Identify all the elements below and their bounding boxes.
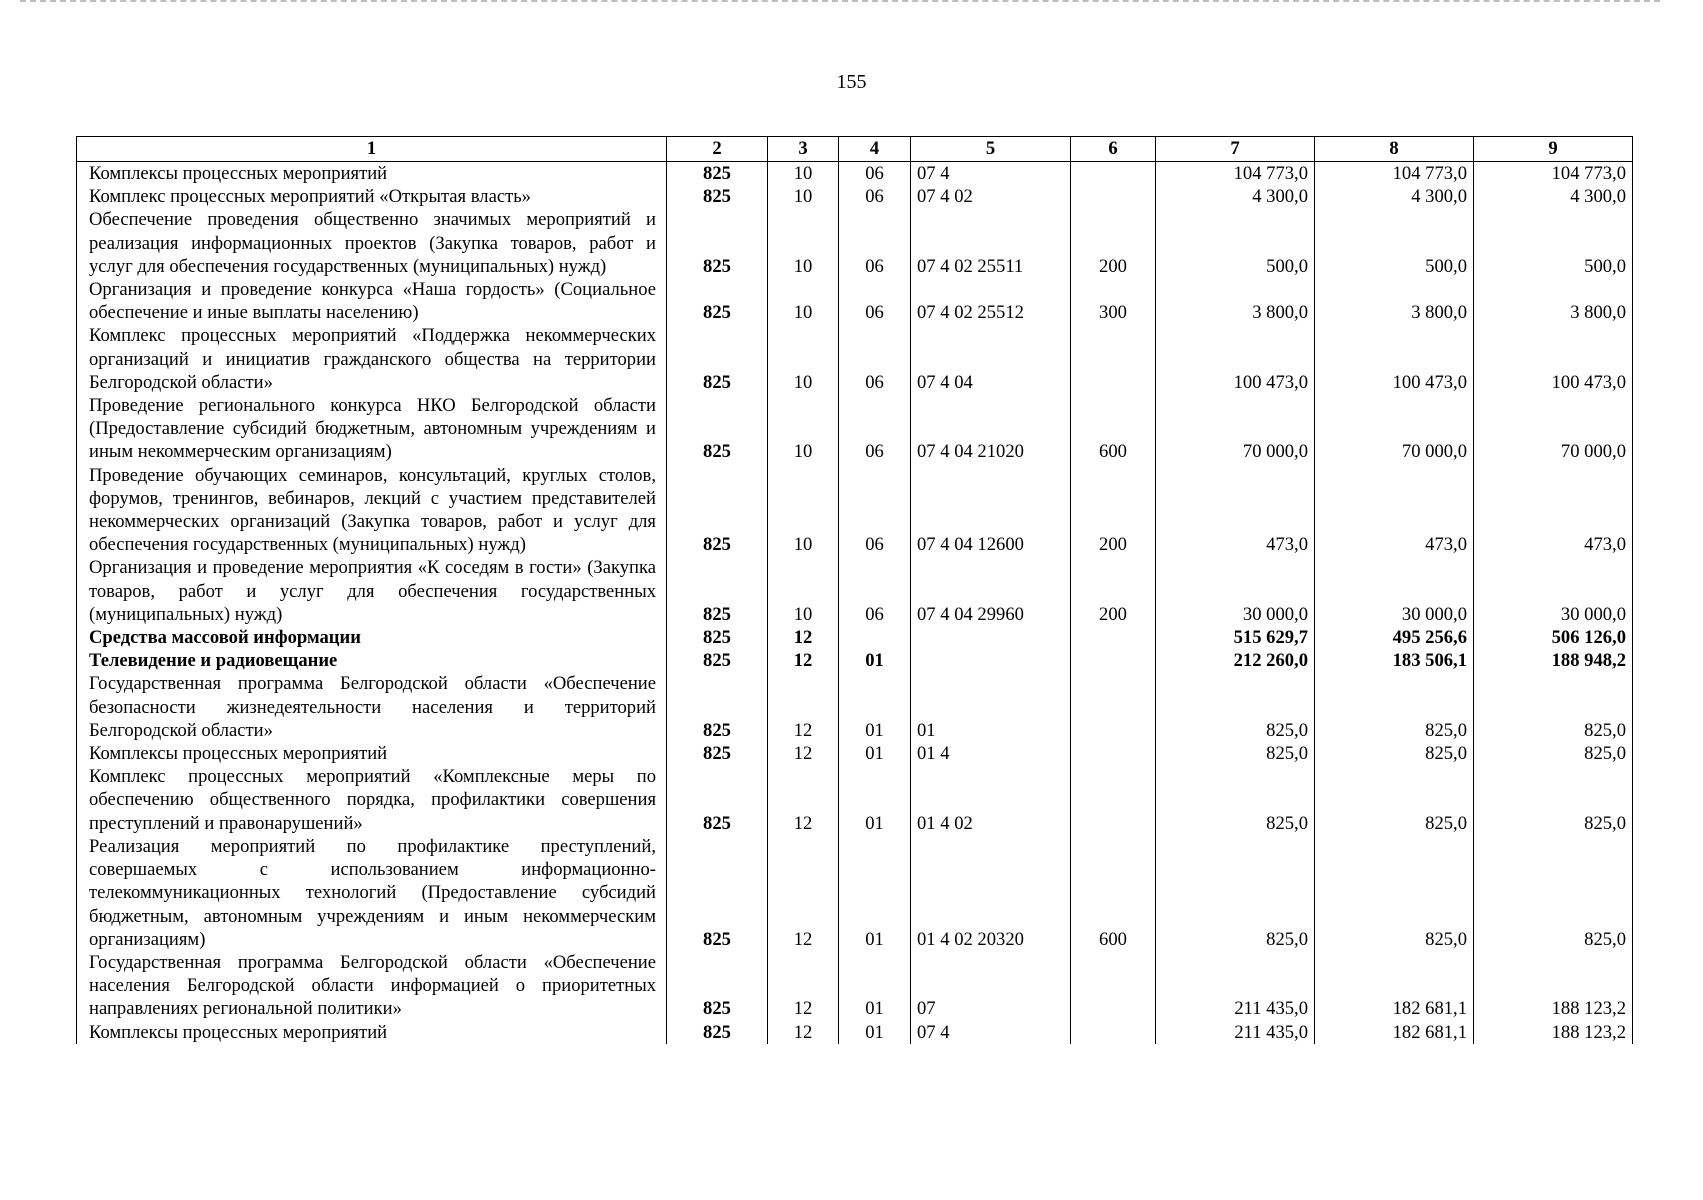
page-number: 155	[836, 71, 867, 93]
cell-admin-code: 825	[667, 394, 768, 464]
cell-amount-col7: 825,0	[1156, 835, 1315, 951]
cell-target-article: 07 4 04 29960	[911, 556, 1071, 626]
cell-expense-type	[1071, 649, 1156, 672]
cell-amount-col7: 212 260,0	[1156, 649, 1315, 672]
column-header: 3	[768, 137, 839, 162]
cell-name: Комплексы процессных мероприятий	[77, 162, 667, 186]
cell-admin-code: 825	[667, 765, 768, 835]
cell-amount-col7: 515 629,7	[1156, 626, 1315, 649]
table-row	[77, 835, 1633, 951]
cell-section: 10	[768, 324, 839, 394]
cell-name: Обеспечение проведения общественно значимых мероприятий и реализация информационных проектов (Закупка товаров, работ и услуг для обеспечения государственных (муниципальных) нужд)	[77, 208, 667, 278]
column-header: 2	[667, 137, 768, 162]
cell-name: Телевидение и радиовещание	[77, 649, 667, 672]
cell-name: Комплекс процессных мероприятий «Комплексные меры по обеспечению общественного порядка, профилактики совершения преступлений и правонарушений»	[77, 765, 667, 835]
column-header: 1	[77, 137, 667, 162]
table-body	[77, 162, 1633, 1044]
cell-name: Средства массовой информации	[77, 626, 667, 649]
table-row	[77, 649, 1633, 672]
table-row	[77, 765, 1633, 835]
cell-amount-col9: 104 773,0	[1474, 162, 1633, 186]
cell-target-article: 07 4 02 25512	[911, 278, 1071, 324]
cell-expense-type	[1071, 742, 1156, 765]
cell-name: Государственная программа Белгородской области «Обеспечение населения Белгородской области информацией о приоритетных направлениях региональной политики»	[77, 951, 667, 1021]
cell-admin-code: 825	[667, 324, 768, 394]
cell-expense-type: 600	[1071, 835, 1156, 951]
cell-target-article	[911, 649, 1071, 672]
cell-admin-code: 825	[667, 835, 768, 951]
cell-amount-col8: 4 300,0	[1315, 185, 1474, 208]
cell-amount-col7: 825,0	[1156, 672, 1315, 742]
cell-target-article: 07 4 04	[911, 324, 1071, 394]
cell-target-article: 01 4	[911, 742, 1071, 765]
cell-amount-col7: 825,0	[1156, 765, 1315, 835]
cell-admin-code: 825	[667, 464, 768, 557]
cell-subsection: 06	[839, 556, 911, 626]
cell-subsection: 06	[839, 394, 911, 464]
cell-expense-type	[1071, 185, 1156, 208]
cell-expense-type: 200	[1071, 464, 1156, 557]
cell-name: Проведение регионального конкурса НКО Белгородской области (Предоставление субсидий бюджетным, автономным учреждениям и иным некоммерческим организациям)	[77, 394, 667, 464]
cell-target-article: 07 4 02 25511	[911, 208, 1071, 278]
cell-amount-col8: 30 000,0	[1315, 556, 1474, 626]
cell-amount-col9: 188 123,2	[1474, 1021, 1633, 1044]
cell-expense-type	[1071, 951, 1156, 1021]
cell-admin-code: 825	[667, 649, 768, 672]
cell-amount-col9: 30 000,0	[1474, 556, 1633, 626]
table-row	[77, 162, 1633, 186]
cell-expense-type: 200	[1071, 556, 1156, 626]
cell-expense-type: 300	[1071, 278, 1156, 324]
cell-amount-col9: 506 126,0	[1474, 626, 1633, 649]
cell-amount-col9: 70 000,0	[1474, 394, 1633, 464]
cell-amount-col9: 825,0	[1474, 765, 1633, 835]
cell-name: Проведение обучающих семинаров, консультаций, круглых столов, форумов, тренингов, вебинаров, лекций с участием представителей некоммерческих организаций (Закупка товаров, работ и услуг для обеспечения государственных (муниципальных) нужд)	[77, 464, 667, 557]
column-header: 8	[1315, 137, 1474, 162]
cell-target-article: 07 4	[911, 1021, 1071, 1044]
cell-expense-type: 600	[1071, 394, 1156, 464]
cell-section: 12	[768, 765, 839, 835]
cell-name: Организация и проведение мероприятия «К соседям в гости» (Закупка товаров, работ и услуг для обеспечения государственных (муниципальных) нужд)	[77, 556, 667, 626]
cell-section: 10	[768, 464, 839, 557]
cell-name: Комплекс процессных мероприятий «Открытая власть»	[77, 185, 667, 208]
cell-admin-code: 825	[667, 672, 768, 742]
cell-amount-col7: 4 300,0	[1156, 185, 1315, 208]
cell-name: Комплексы процессных мероприятий	[77, 742, 667, 765]
cell-section: 10	[768, 208, 839, 278]
table-row	[77, 1021, 1633, 1044]
column-header: 9	[1474, 137, 1633, 162]
table-row	[77, 672, 1633, 742]
cell-amount-col7: 211 435,0	[1156, 951, 1315, 1021]
cell-amount-col7: 100 473,0	[1156, 324, 1315, 394]
cell-target-article: 07	[911, 951, 1071, 1021]
cell-subsection: 01	[839, 951, 911, 1021]
column-header: 6	[1071, 137, 1156, 162]
cell-amount-col9: 188 948,2	[1474, 649, 1633, 672]
scan-top-edge	[20, 0, 1660, 4]
cell-amount-col8: 182 681,1	[1315, 1021, 1474, 1044]
cell-section: 10	[768, 162, 839, 186]
cell-amount-col7: 473,0	[1156, 464, 1315, 557]
table-row	[77, 742, 1633, 765]
cell-amount-col7: 104 773,0	[1156, 162, 1315, 186]
cell-amount-col7: 211 435,0	[1156, 1021, 1315, 1044]
column-header: 5	[911, 137, 1071, 162]
cell-admin-code: 825	[667, 951, 768, 1021]
cell-subsection: 01	[839, 649, 911, 672]
column-header: 7	[1156, 137, 1315, 162]
budget-table	[76, 136, 1633, 1044]
cell-target-article: 07 4	[911, 162, 1071, 186]
cell-expense-type	[1071, 1021, 1156, 1044]
cell-amount-col7: 825,0	[1156, 742, 1315, 765]
cell-admin-code: 825	[667, 278, 768, 324]
cell-target-article: 01	[911, 672, 1071, 742]
cell-target-article: 01 4 02 20320	[911, 835, 1071, 951]
cell-amount-col9: 825,0	[1474, 672, 1633, 742]
cell-name: Комплексы процессных мероприятий	[77, 1021, 667, 1044]
cell-amount-col7: 3 800,0	[1156, 278, 1315, 324]
table-row	[77, 324, 1633, 394]
cell-target-article: 07 4 02	[911, 185, 1071, 208]
cell-amount-col8: 183 506,1	[1315, 649, 1474, 672]
cell-subsection: 01	[839, 742, 911, 765]
cell-section: 12	[768, 951, 839, 1021]
table-row	[77, 185, 1633, 208]
cell-section: 12	[768, 626, 839, 649]
cell-subsection: 01	[839, 1021, 911, 1044]
cell-subsection: 01	[839, 835, 911, 951]
cell-subsection: 01	[839, 765, 911, 835]
cell-admin-code: 825	[667, 626, 768, 649]
cell-name: Государственная программа Белгородской области «Обеспечение безопасности жизнедеятельности населения и территорий Белгородской области»	[77, 672, 667, 742]
cell-amount-col8: 3 800,0	[1315, 278, 1474, 324]
cell-admin-code: 825	[667, 742, 768, 765]
cell-section: 10	[768, 394, 839, 464]
cell-section: 12	[768, 742, 839, 765]
cell-amount-col8: 100 473,0	[1315, 324, 1474, 394]
cell-section: 12	[768, 672, 839, 742]
cell-section: 12	[768, 649, 839, 672]
cell-amount-col9: 825,0	[1474, 835, 1633, 951]
cell-amount-col9: 188 123,2	[1474, 951, 1633, 1021]
cell-section: 10	[768, 185, 839, 208]
table-row	[77, 626, 1633, 649]
cell-expense-type	[1071, 162, 1156, 186]
cell-section: 12	[768, 1021, 839, 1044]
table-row	[77, 394, 1633, 464]
table-row	[77, 208, 1633, 278]
cell-target-article: 07 4 04 21020	[911, 394, 1071, 464]
cell-admin-code: 825	[667, 162, 768, 186]
cell-subsection	[839, 626, 911, 649]
cell-subsection: 06	[839, 324, 911, 394]
table-row	[77, 951, 1633, 1021]
cell-amount-col7: 70 000,0	[1156, 394, 1315, 464]
cell-expense-type	[1071, 765, 1156, 835]
cell-name: Организация и проведение конкурса «Наша гордость» (Социальное обеспечение и иные выплаты населению)	[77, 278, 667, 324]
cell-amount-col8: 104 773,0	[1315, 162, 1474, 186]
cell-target-article	[911, 626, 1071, 649]
cell-amount-col8: 825,0	[1315, 672, 1474, 742]
cell-subsection: 06	[839, 185, 911, 208]
cell-amount-col8: 182 681,1	[1315, 951, 1474, 1021]
cell-target-article: 07 4 04 12600	[911, 464, 1071, 557]
cell-subsection: 06	[839, 162, 911, 186]
cell-section: 12	[768, 835, 839, 951]
cell-admin-code: 825	[667, 1021, 768, 1044]
cell-target-article: 01 4 02	[911, 765, 1071, 835]
cell-name: Комплекс процессных мероприятий «Поддержка некоммерческих организаций и инициатив гражданского общества на территории Белгородской области»	[77, 324, 667, 394]
cell-name: Реализация мероприятий по профилактике преступлений, совершаемых с использованием информационно-телекоммуникационных технологий (Предоставление субсидий бюджетным, автономным учреждениям и иным некоммерческим организациям)	[77, 835, 667, 951]
table-row	[77, 278, 1633, 324]
cell-expense-type	[1071, 324, 1156, 394]
cell-admin-code: 825	[667, 208, 768, 278]
cell-section: 10	[768, 278, 839, 324]
cell-amount-col8: 70 000,0	[1315, 394, 1474, 464]
cell-amount-col9: 473,0	[1474, 464, 1633, 557]
cell-amount-col9: 3 800,0	[1474, 278, 1633, 324]
cell-expense-type	[1071, 672, 1156, 742]
cell-admin-code: 825	[667, 556, 768, 626]
cell-amount-col9: 500,0	[1474, 208, 1633, 278]
cell-amount-col9: 825,0	[1474, 742, 1633, 765]
cell-subsection: 01	[839, 672, 911, 742]
cell-amount-col7: 30 000,0	[1156, 556, 1315, 626]
cell-amount-col8: 825,0	[1315, 835, 1474, 951]
column-header-row	[77, 137, 1633, 162]
table-row	[77, 464, 1633, 557]
cell-amount-col8: 495 256,6	[1315, 626, 1474, 649]
cell-amount-col8: 500,0	[1315, 208, 1474, 278]
table-row	[77, 556, 1633, 626]
cell-amount-col8: 473,0	[1315, 464, 1474, 557]
cell-section: 10	[768, 556, 839, 626]
cell-subsection: 06	[839, 208, 911, 278]
cell-amount-col8: 825,0	[1315, 765, 1474, 835]
cell-expense-type: 200	[1071, 208, 1156, 278]
cell-admin-code: 825	[667, 185, 768, 208]
cell-amount-col9: 100 473,0	[1474, 324, 1633, 394]
cell-amount-col8: 825,0	[1315, 742, 1474, 765]
cell-subsection: 06	[839, 278, 911, 324]
column-header: 4	[839, 137, 911, 162]
cell-subsection: 06	[839, 464, 911, 557]
cell-amount-col7: 500,0	[1156, 208, 1315, 278]
cell-expense-type	[1071, 626, 1156, 649]
cell-amount-col9: 4 300,0	[1474, 185, 1633, 208]
